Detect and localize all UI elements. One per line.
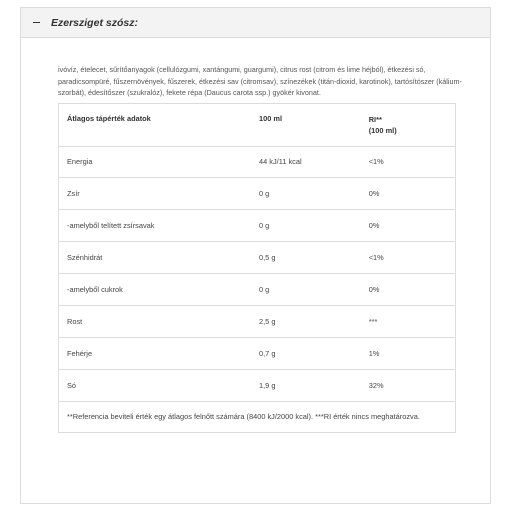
table-footnote-row [59, 401, 456, 432]
nutrient-value: 0,7 g [251, 337, 361, 369]
nutrient-value: 0 g [251, 210, 361, 242]
accordion-header[interactable] [21, 8, 490, 38]
nutrient-name: -amelyből telített zsírsavak [59, 210, 252, 242]
nutrient-name: Energia [59, 146, 252, 178]
nutrient-value: 1,9 g [251, 369, 361, 401]
nutrient-ri: 0% [361, 274, 456, 306]
nutrient-ri: 32% [361, 369, 456, 401]
header-per-100ml: 100 ml [251, 103, 361, 146]
table-row [59, 178, 456, 210]
nutrient-value: 0,5 g [251, 242, 361, 274]
nutrient-ri: 0% [361, 178, 456, 210]
table-footnote: **Referencia beviteli érték egy átlagos felnőtt számára (8400 kJ/2000 kcal). ***RI érték nincs meghatározva. [67, 411, 420, 421]
table-row [59, 242, 456, 274]
nutrient-name: Szénhidrát [59, 242, 252, 274]
nutrient-name: Rost [59, 305, 252, 337]
header-nutrient: Átlagos tápérték adatok [59, 103, 252, 146]
nutrient-ri: <1% [361, 242, 456, 274]
nutrient-ri: 1% [361, 337, 456, 369]
nutrient-ri: *** [361, 305, 456, 337]
nutrition-table [58, 103, 456, 433]
table-row [59, 274, 456, 306]
nutrient-ri: 0% [361, 210, 456, 242]
nutrient-value: 0 g [251, 274, 361, 306]
nutrient-name: -amelyből cukrok [59, 274, 252, 306]
table-row [59, 337, 456, 369]
minus-icon[interactable] [33, 22, 40, 24]
accordion-title: Ezersziget szósz: [51, 16, 138, 29]
nutrient-name: Só [59, 369, 252, 401]
ingredients-text: ivóvíz, ételecet, sűrítőanyagok (cellulózgumi, xantángumi, guargumi), citrus rost (citrom és lime héjból), étkezési só, paradicsompüré, fűszernövények, fűszerek, étkezési sav (citromsav), színezékek (titán-dioxid, karotinok), tartósítószer (kálium-szorbát), édesítőszer (szukralóz), fekete répa (Daucus carota ssp.) gyökér kivonat. [58, 65, 462, 97]
table-row [59, 210, 456, 242]
table-row [59, 369, 456, 401]
table-header-row [59, 103, 456, 146]
nutrient-value: 2,5 g [251, 305, 361, 337]
header-ri [361, 103, 456, 146]
nutrient-value: 44 kJ/11 kcal [251, 146, 361, 178]
nutrient-name: Fehérje [59, 337, 252, 369]
nutrient-name: Zsír [59, 178, 252, 210]
header-ri-unit: (100 ml) [368, 125, 397, 135]
table-row [59, 305, 456, 337]
header-ri-label: RI** [368, 114, 382, 124]
nutrition-accordion-panel [20, 7, 491, 504]
table-row [59, 146, 456, 178]
accordion-body [21, 38, 490, 433]
nutrient-value: 0 g [251, 178, 361, 210]
nutrient-ri: <1% [361, 146, 456, 178]
